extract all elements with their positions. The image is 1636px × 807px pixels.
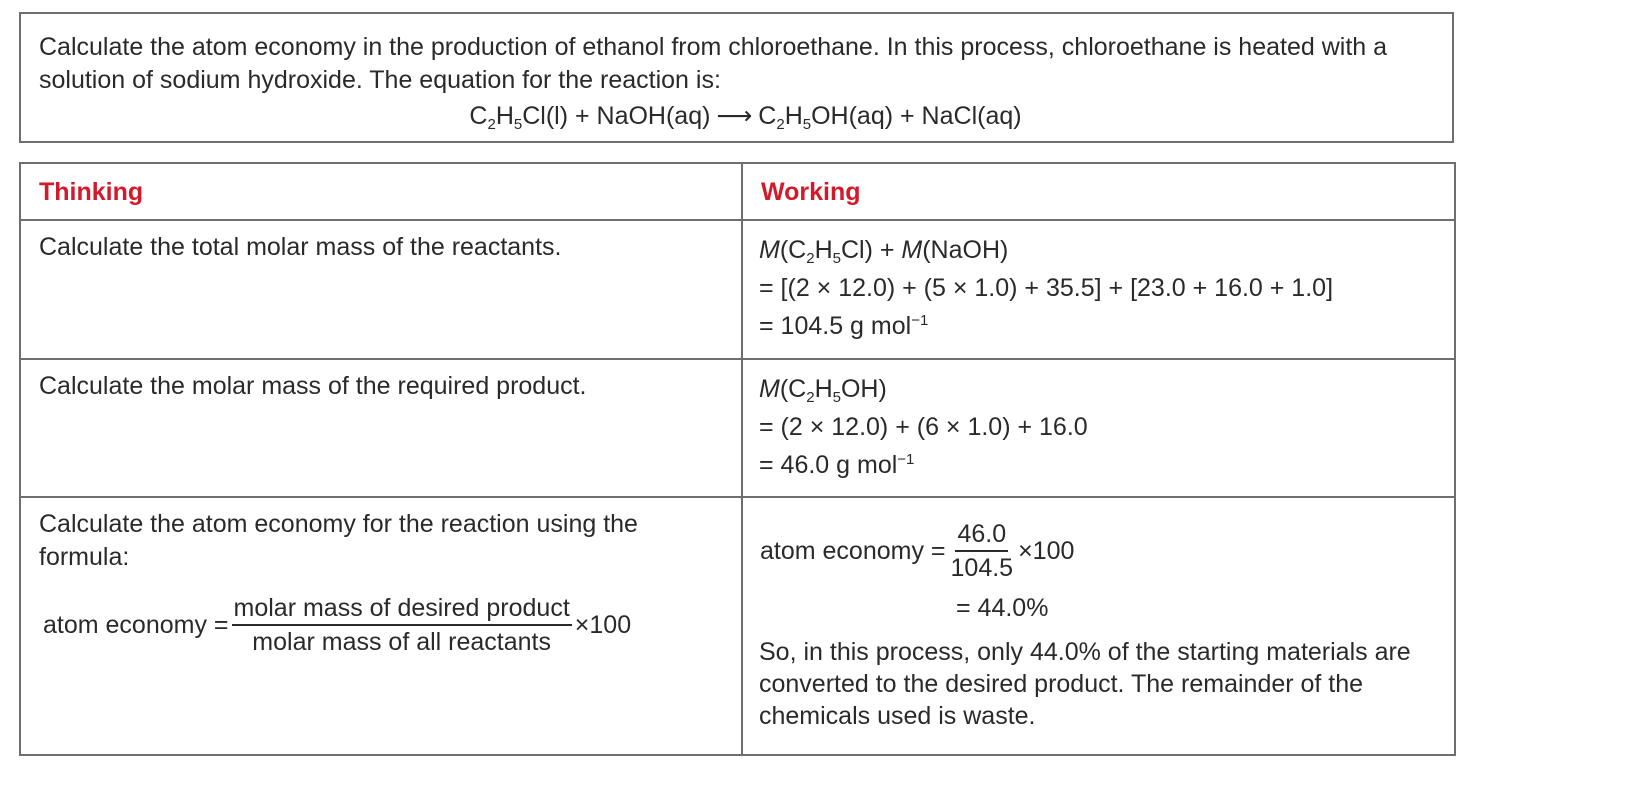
question-box [19,12,1454,143]
formula-part: Cl) + [840,236,902,264]
eq-sub: 5 [802,116,812,133]
formula-part: H [814,236,833,264]
reaction-equation [57,97,1434,135]
eq-product-h: H [784,102,803,130]
thinking-text: Calculate the atom economy for the reaction using the formula: [39,510,638,571]
header-thinking: Thinking [20,163,742,220]
header-working: Working [742,163,1455,220]
formula-part: (NaOH) [922,236,1009,264]
molar-mass-symbol: M [759,375,780,403]
unit-exponent: −1 [897,451,915,468]
formula-part: (C [779,236,807,264]
fraction-numerator: 46.0 [955,518,1008,552]
table-row [20,359,1455,497]
unit-exponent: −1 [911,312,929,329]
eq-product-rest: OH(aq) + NaCl(aq) [811,102,1022,130]
thinking-cell: Calculate the total molar mass of the reactants. [20,220,742,359]
eq-product-c: C [758,102,777,130]
worked-example-table [19,162,1456,756]
formula-multiplier: ×100 [574,610,632,639]
atom-economy-formula [43,592,723,658]
formula-sub: 2 [806,250,815,267]
working-line: = (2 × 12.0) + (6 × 1.0) + 16.0 [759,413,1088,441]
molar-mass-symbol: M [901,236,923,264]
eq-reactant-rest: Cl(l) + NaOH(aq) [522,102,711,130]
eq-sub: 5 [513,116,523,133]
thinking-cell [20,497,742,755]
atom-economy-result: = 44.0% [956,594,1049,622]
question-text: Calculate the atom economy in the production of ethanol from chloroethane. In this process, chloroethane is heated with a solution of sodium hydroxide. The equation for the reaction is: [39,33,1388,94]
fraction-numerator: molar mass of desired product [232,592,572,626]
working-line [759,231,1438,269]
working-line [759,446,1438,484]
working-line: = [(2 × 12.0) + (5 × 1.0) + 35.5] + [23.0 + 16.0 + 1.0] [759,274,1334,302]
fraction-denominator: 104.5 [950,554,1014,582]
formula-part: OH) [840,375,887,403]
atom-economy-calculation [760,518,1438,584]
result-value: = 104.5 g mol [759,312,912,340]
working-line [759,307,1438,345]
formula-label: atom economy = [43,610,229,639]
working-line [759,370,1438,408]
working-cell [742,359,1455,497]
eq-reactant-h: H [495,102,514,130]
working-cell [742,497,1455,755]
formula-part: H [814,375,833,403]
eq-reactant-c: C [469,102,488,130]
formula-part: (C [779,375,807,403]
formula-sub: 2 [806,389,815,406]
eq-sub: 2 [487,116,496,133]
table-row [20,220,1455,359]
table-row [20,497,1455,755]
conclusion-text: So, in this process, only 44.0% of the starting materials are converted to the desired product. The remainder of the chemicals used is waste. [759,638,1411,730]
calc-multiplier: ×100 [1018,536,1075,565]
table-header-row [20,163,1455,220]
calc-label: atom economy = [760,536,946,565]
eq-sub: 2 [776,116,785,133]
molar-mass-symbol: M [759,236,780,264]
formula-sub: 5 [832,389,841,406]
reaction-arrow-icon: ⟶ [716,102,753,130]
formula-sub: 5 [832,250,841,267]
fraction-denominator: molar mass of all reactants [252,628,551,656]
thinking-cell: Calculate the molar mass of the required product. [20,359,742,497]
working-cell [742,220,1455,359]
calc-fraction [949,518,1016,584]
formula-fraction [232,592,572,658]
result-value: = 46.0 g mol [759,451,898,479]
